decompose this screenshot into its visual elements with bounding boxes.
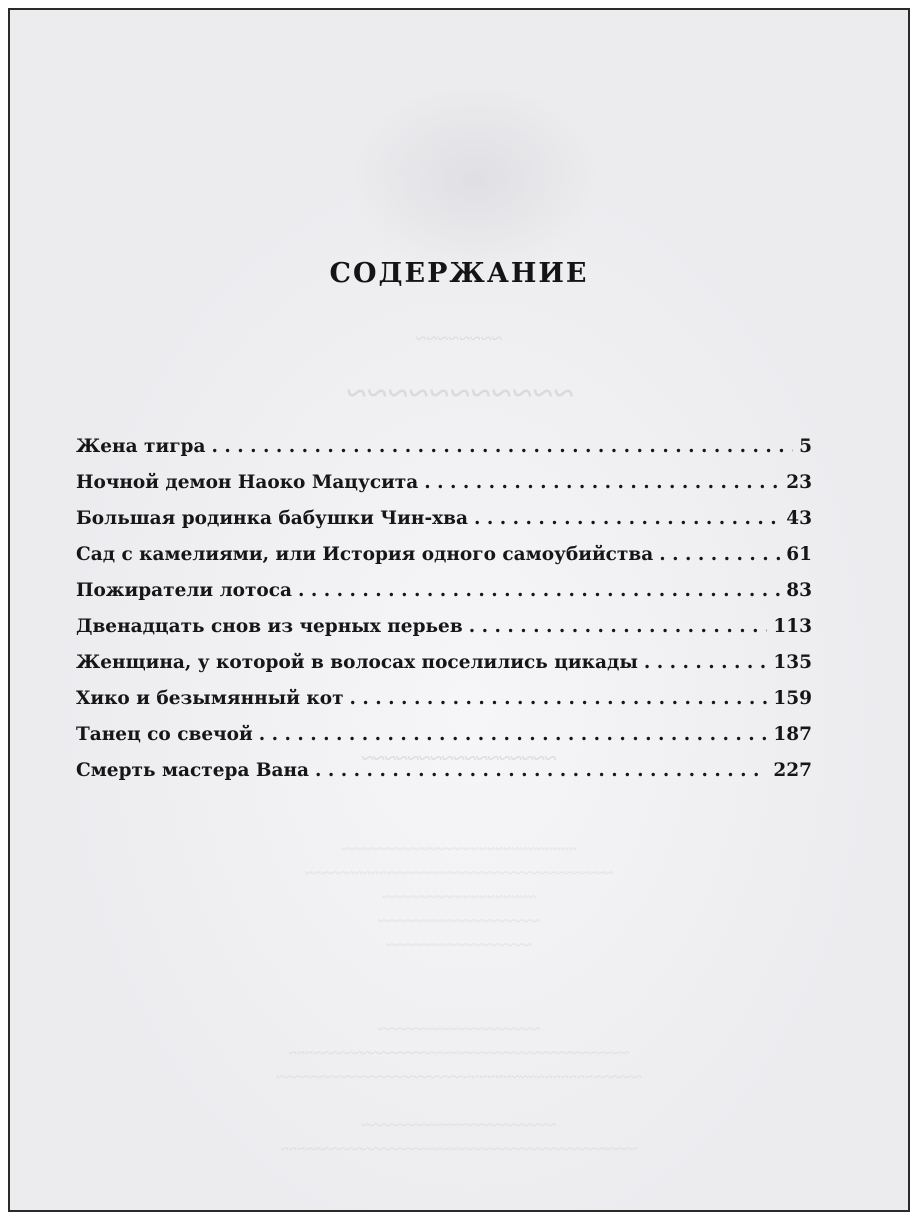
- toc-entry-page: 23: [786, 472, 812, 493]
- toc-entry[interactable]: [76, 436, 812, 472]
- toc-entry[interactable]: [76, 760, 812, 796]
- toc-entry[interactable]: [76, 508, 812, 544]
- toc-entry-page: 187: [773, 724, 812, 745]
- toc-entry-title: Смерть мастера Вана: [76, 760, 310, 781]
- dot-leader: [211, 436, 793, 457]
- show-through-text: ~~~~~~~~~~~~~~~~~: [361, 745, 557, 770]
- dot-leader: [350, 688, 768, 709]
- show-through-text: ~~~~~~~~~~~~~~~~~~~~~~~~~~~~~ ~~~~~~~~~~~~~~~~~~~~~~~~~~~~~~~~~~~~~~ ~~~~~~~~~~~~~~~~~~~ ~~~~~~~~~~~~~~~~~~~~ ~~~~~~~~~~~~~~~~~~: [304, 842, 614, 954]
- toc-entry[interactable]: [76, 580, 812, 616]
- toc-title: СОДЕРЖАНИЕ: [329, 258, 589, 289]
- toc-entry-title: Женщина, у которой в волосах поселились цикады: [76, 652, 638, 673]
- book-page: [8, 8, 910, 1212]
- toc-entry-page: 135: [773, 652, 812, 673]
- show-through-text: ~~~~~~~~~~~~~~~~~~~~ ~~~~~~~~~~~~~~~~~~~~~~~~~~~~~~~~~~~~~~~~~~ ~~~~~~~~~~~~~~~~~~~~~~~~~~~~~~~~~~~~~~~~~~~~~ ~~~~~~~~~~~~~~~~~~~~~~~~ ~~~~~~~~~~~~~~~~~~~~~~~~~~~~~~~~~~~~~~~~~~~~: [276, 1022, 642, 1158]
- dot-leader: [469, 616, 768, 637]
- toc-entry[interactable]: [76, 652, 812, 688]
- toc-list: [76, 436, 812, 796]
- toc-entry-page: 5: [799, 436, 812, 457]
- toc-entry-page: 159: [773, 688, 812, 709]
- dot-leader: [298, 580, 780, 601]
- toc-entry[interactable]: [76, 616, 812, 652]
- toc-entry-title: Жена тигра: [76, 436, 206, 457]
- dot-leader: [315, 760, 767, 781]
- toc-entry[interactable]: [76, 472, 812, 508]
- toc-entry-page: 43: [786, 508, 812, 529]
- toc-entry-page: 83: [786, 580, 812, 601]
- show-through-text: ~~~~~~~~~~~: [345, 373, 573, 413]
- dot-leader: [474, 508, 780, 529]
- toc-entry-title: Большая родинка бабушки Чин-хва: [76, 508, 468, 529]
- toc-entry-title: Двенадцать снов из черных перьев: [76, 616, 463, 637]
- toc-entry-title: Пожиратели лотоса: [76, 580, 293, 601]
- dot-leader: [259, 724, 768, 745]
- toc-entry-page: 61: [786, 544, 812, 565]
- toc-entry[interactable]: [76, 688, 812, 724]
- toc-entry[interactable]: [76, 544, 812, 580]
- toc-entry-title: Ночной демон Наоко Мацусита: [76, 472, 419, 493]
- dot-leader: [644, 652, 768, 673]
- dot-leader: [424, 472, 780, 493]
- toc-entry-title: Хико и безымянный кот: [76, 688, 344, 709]
- show-through-text: ~~~~~~~~: [415, 328, 503, 350]
- toc-entry-title: Танец со свечой: [76, 724, 253, 745]
- toc-entry[interactable]: [76, 724, 812, 760]
- dot-leader: [659, 544, 780, 565]
- toc-entry-page: 227: [773, 760, 812, 781]
- toc-entry-page: 113: [773, 616, 812, 637]
- toc-entry-title: Сад с камелиями, или История одного самоубийства: [76, 544, 654, 565]
